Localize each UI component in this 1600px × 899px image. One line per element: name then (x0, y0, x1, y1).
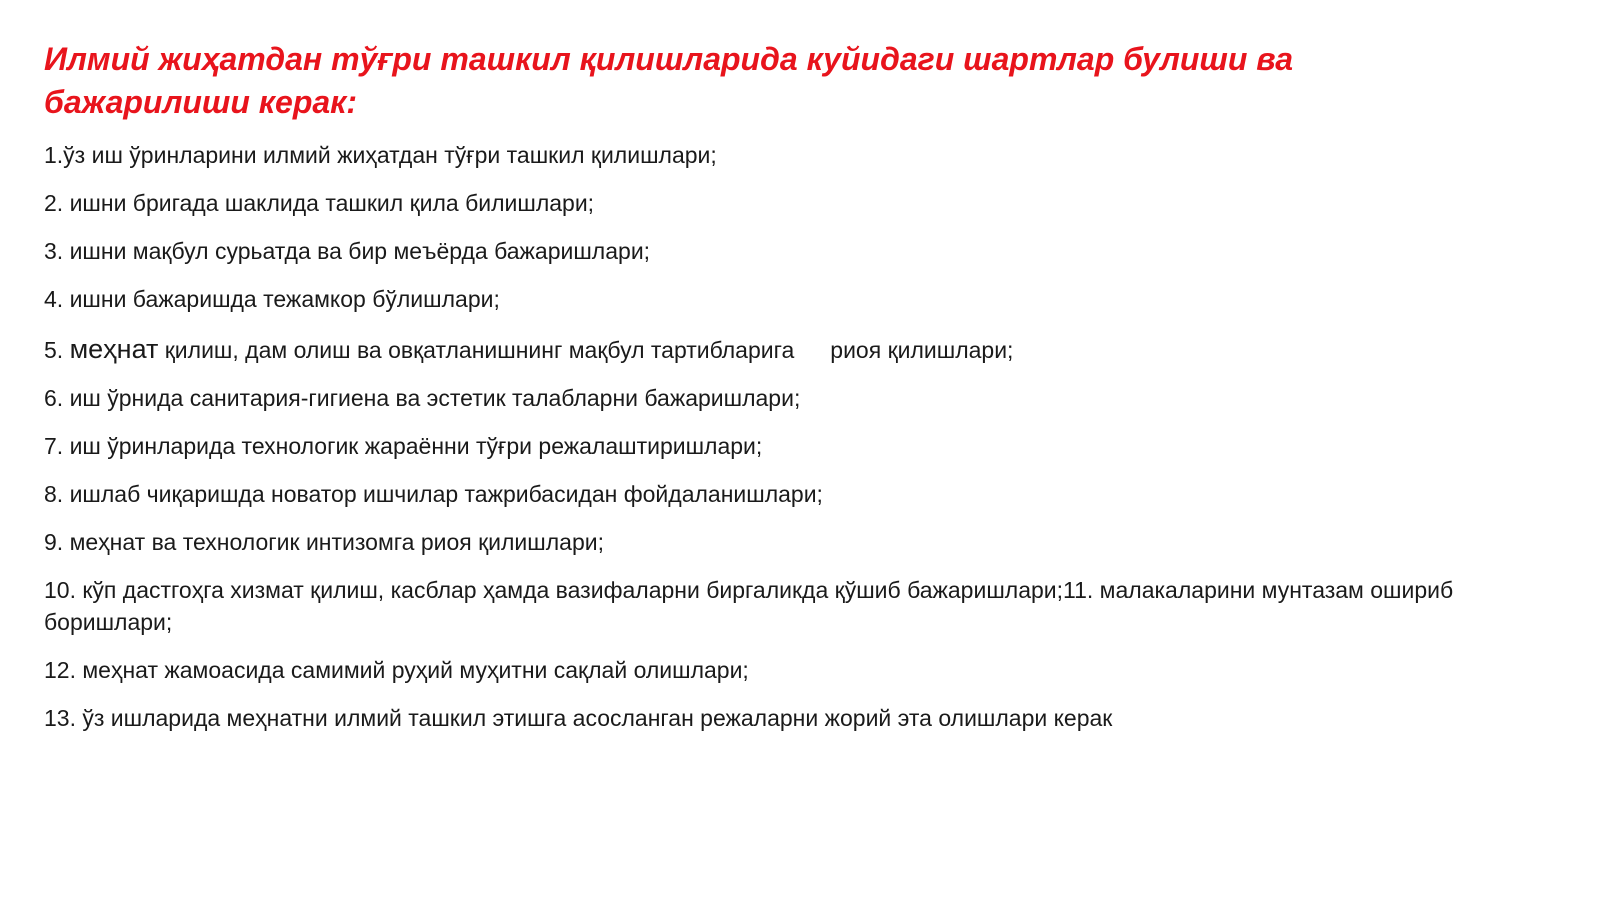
slide-title: Илмий жиҳатдан тўғри ташкил қилишларида куйидаги шартлар булиши ва бажарилиши керак: (44, 41, 1293, 120)
list-item-2: 2. ишни бригада шаклида ташкил қила билишлари; (44, 190, 595, 216)
list-item-10: 10. кўп дастгоҳга хизмат қилиш, касблар ҳамда вазифаларни биргаликда қўшиб бажаришлари;11. малакаларини мунтазам ошириб боришлари; (44, 577, 1454, 635)
list-item-5-suffix: риоя қилишлари; (830, 337, 1014, 363)
list-item-9: 9. меҳнат ва технологик интизомга риоя қилишлари; (44, 529, 604, 555)
list-item-3: 3. ишни мақбул сурьатда ва бир меъёрда бажаришлари; (44, 238, 651, 264)
list-item-5-emphasis: меҳнат (69, 334, 159, 364)
list-item-4: 4. ишни бажаришда тежамкор бўлишлари; (44, 286, 500, 312)
list-item-6: 6. иш ўрнида санитария-гигиена ва эстетик талабларни бажаришлари; (44, 385, 801, 411)
list-item-8: 8. ишлаб чиқаришда новатор ишчилар тажрибасидан фойдаланишлари; (44, 481, 823, 507)
list-item-12: 12. меҳнат жамоасида самимий руҳий муҳитни сақлай олишлари; (44, 657, 749, 683)
list-item-1: 1.ўз иш ўринларини илмий жиҳатдан тўғри ташкил қилишлари; (44, 142, 717, 168)
list-item-13: 13. ўз ишларида меҳнатни илмий ташкил этишга асосланган режаларни жорий эта олишлари керак (44, 705, 1113, 731)
list-item-7: 7. иш ўринларида технологик жараённи тўғри режалаштиришлари; (44, 433, 763, 459)
list-item-5 (44, 333, 1544, 366)
list-item-5-prefix: 5. (44, 337, 70, 363)
list-item-5-middle: қилиш, дам олиш ва овқатланишнинг мақбул тартибларига (158, 337, 795, 363)
